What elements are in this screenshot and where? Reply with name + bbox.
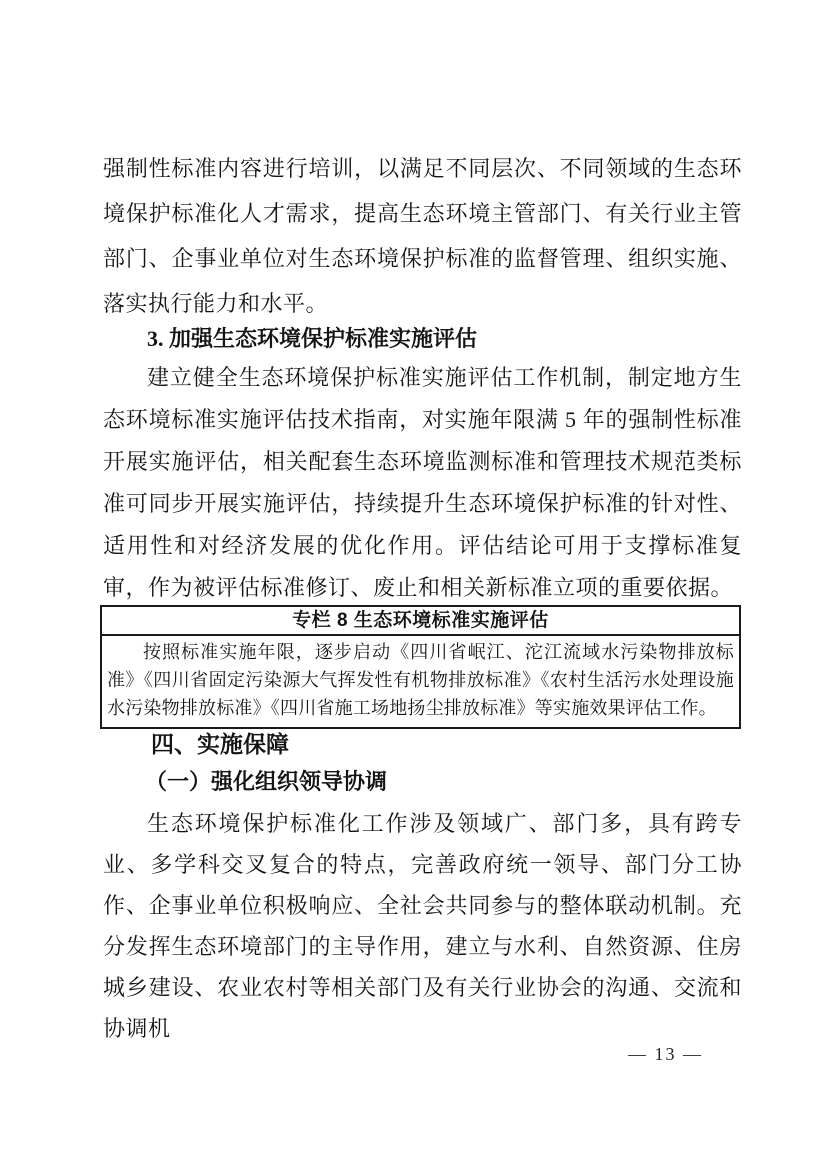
subsection-heading-one: （一）强化组织领导协调 <box>145 769 388 794</box>
body-paragraph-evaluation: 建立健全生态环境保护标准实施评估工作机制，制定地方生态环境标准实施评估技术指南，对实施年限满 5 年的强制性标准开展实施评估，相关配套生态环境监测标准和管理技术规范类标准可同步开展实施评估，持续提升生态环境保护标准的针对性、适用性和对经济发展的优化作用。评估结论可用于支撑标准复审，作为被评估标准修订、废止和相关新标准立项的重要依据。 <box>103 365 742 600</box>
column-8-box-title: 专栏 8 生态环境标准实施评估 <box>102 607 739 636</box>
body-paragraph-continuation: 强制性标准内容进行培训，以满足不同层次、不同领域的生态环境保护标准化人才需求，提高生态环境主管部门、有关行业主管部门、企事业单位对生态环境保护标准的监督管理、组织实施、落实执行能力和水平。 <box>103 156 742 316</box>
page-number: — 13 — <box>628 1044 703 1064</box>
numbered-heading-3: 3. 加强生态环境保护标准实施评估 <box>147 326 478 351</box>
column-8-box <box>100 605 741 729</box>
body-paragraph-organization: 生态环境保护标准化工作涉及领域广、部门多，具有跨专业、多学科交叉复合的特点，完善政府统一领导、部门分工协作、企事业单位积极响应、全社会共同参与的整体联动机制。充分发挥生态环境部门的主导作用，建立与水利、自然资源、住房城乡建设、农业农村等相关部门及有关行业协会的沟通、交流和协调机 <box>103 811 742 1041</box>
column-8-box-body: 按照标准实施年限，逐步启动《四川省岷江、沱江流域水污染物排放标准》《四川省固定污染源大气挥发性有机物排放标准》《农村生活污水处理设施水污染物排放标准》《四川省施工场地扬尘排放标准》等实施效果评估工作。 <box>107 642 734 718</box>
section-heading-four: 四、实施保障 <box>151 731 289 757</box>
